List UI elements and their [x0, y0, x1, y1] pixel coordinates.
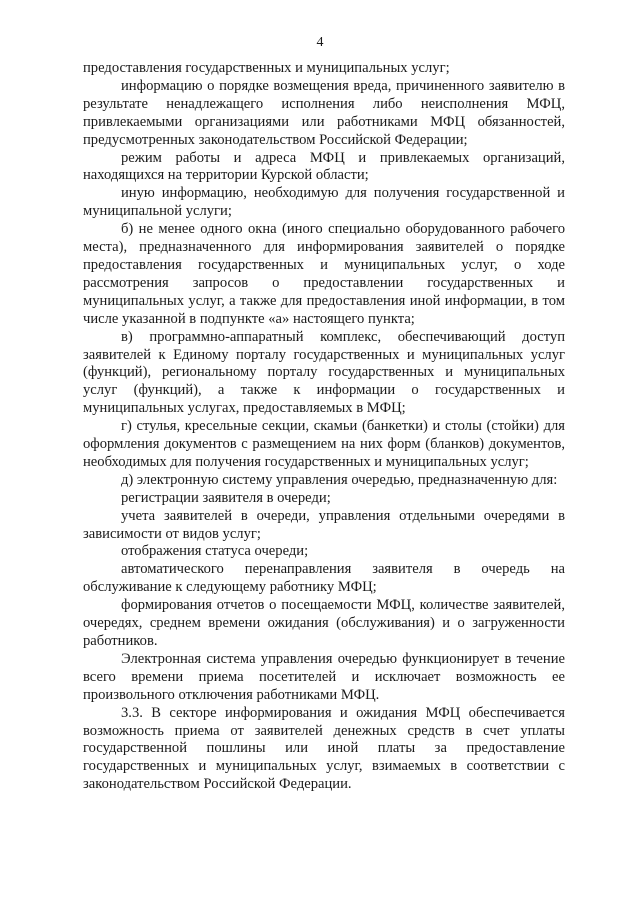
paragraph-15: 3.3. В секторе информирования и ожидания МФЦ обеспечивается возможность приема от заявителей денежных средств в счет уплаты государственной пошлины или иной платы за предоставление государственных и муниципальных услуг, взимаемых в соответствии с законодательством Российской Федерации. — [83, 704, 565, 793]
paragraph-13: формирования отчетов о посещаемости МФЦ, количестве заявителей, очередях, среднем времени ожидания (обслуживания) и о загруженности работников. — [83, 597, 565, 649]
paragraph-3: режим работы и адреса МФЦ и привлекаемых организаций, находящихся на территории Курской области; — [83, 149, 565, 184]
paragraph-10: учета заявителей в очереди, управления отдельными очередями в зависимости от видов услуг; — [83, 507, 565, 542]
paragraph-7: г) стулья, кресельные секции, скамьи (банкетки) и столы (стойки) для оформления документов с размещением на них форм (бланков) документов, необходимых для получения государственных и муниципальных услуг; — [83, 418, 565, 470]
paragraph-8: д) электронную систему управления очередью, предназначенную для: — [121, 471, 558, 488]
paragraph-5: б) не менее одного окна (иного специально оборудованного рабочего места), предназначенного для информирования заявителей о порядке предоставления государственных и муниципальных услуг, о ходе рассмотрения запросов о предоставлении государственных и муниципальных услуг, а также для предоставления иной информации, в том числе указанной в подпункте «а» настоящего пункта; — [83, 221, 565, 327]
paragraph-11: отображения статуса очереди; — [121, 543, 309, 560]
paragraph-4: иную информацию, необходимую для получения государственной и муниципальной услуги; — [83, 185, 565, 220]
page-number: 4 — [316, 35, 324, 50]
paragraph-9: регистрации заявителя в очереди; — [121, 489, 331, 506]
paragraph-14: Электронная система управления очередью функционирует в течение всего времени приема посетителей и исключает возможность ее произвольного отключения работниками МФЦ. — [83, 650, 565, 703]
paragraph-1: предоставления государственных и муниципальных услуг; — [83, 60, 450, 76]
paragraph-6: в) программно-аппаратный комплекс, обеспечивающий доступ заявителей к Единому порталу государственных и муниципальных услуг (функций), региональному порталу государственных и муниципальных услуг (функций), а также к информации о государственных и муниципальных услугах, предоставляемых в МФЦ; — [83, 328, 565, 417]
paragraph-2: информацию о порядке возмещения вреда, причиненного заявителю в результате ненадлежащего исполнения либо неисполнения МФЦ, привлекаемыми организациями или работниками МФЦ обязанностей, предусмотренных законодательством Российской Федерации; — [83, 77, 565, 148]
paragraph-12: автоматического перенаправления заявителя в очередь на обслуживание к следующему работнику МФЦ; — [83, 561, 565, 596]
document-body — [83, 60, 565, 794]
